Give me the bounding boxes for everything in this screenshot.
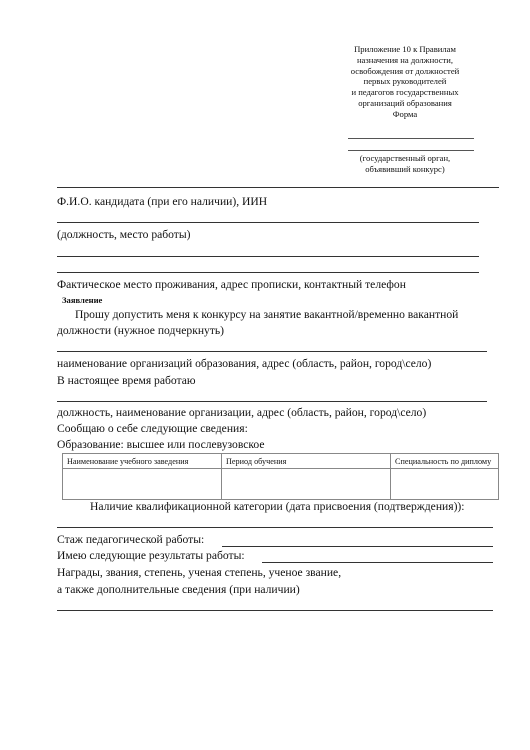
header-line: организаций образования: [358, 97, 452, 108]
blank-line: [57, 401, 487, 402]
blank-line: [348, 150, 474, 151]
blank-line: [57, 272, 479, 273]
table-row: [63, 469, 499, 500]
address-label: Фактическое место проживания, адрес прописки, контактный телефон: [57, 278, 406, 291]
table-cell: [222, 469, 391, 500]
category-label: Наличие квалификационной категории (дата присвоения (подтверждения)):: [90, 500, 465, 513]
statement-title: Заявление: [62, 295, 103, 305]
form-label: Форма: [392, 108, 418, 119]
table-cell: [63, 469, 222, 500]
additional-label: а также дополнительные сведения (при наличии): [57, 583, 300, 596]
table-header: Период обучения: [222, 454, 391, 469]
blank-line: [57, 256, 479, 257]
education-label: Образование: высшее или послевузовское: [57, 438, 265, 451]
awards-label: Награды, звания, степень, ученая степень, ученое звание,: [57, 566, 342, 579]
caption-line: объявивший конкурс): [365, 163, 445, 174]
request-text: должности (нужное подчеркнуть): [57, 324, 225, 337]
header-line: и педагогов государственных: [351, 87, 459, 98]
about-label: Сообщаю о себе следующие сведения:: [57, 422, 248, 435]
blank-line: [57, 527, 493, 528]
request-text: Прошу допустить меня к конкурсу на занятие вакантной/временно вакантной: [75, 308, 459, 321]
position-org-label: должность, наименование организации, адрес (область, район, город\село): [57, 406, 427, 419]
position-label: (должность, место работы): [57, 228, 191, 241]
table-header: Наименование учебного заведения: [63, 454, 222, 469]
table-cell: [391, 469, 499, 500]
blank-line: [348, 138, 474, 139]
experience-label: Стаж педагогической работы:: [57, 533, 205, 546]
blank-line: [262, 562, 493, 563]
results-label: Имею следующие результаты работы:: [57, 549, 245, 562]
appendix-header: [330, 44, 480, 120]
table-header-row: [63, 454, 499, 469]
table-header: Специальность по диплому: [391, 454, 499, 469]
caption-line: (государственный орган,: [359, 153, 451, 163]
education-table: [62, 453, 499, 500]
header-line: Приложение 10 к Правилам: [354, 44, 456, 54]
header-line: освобождения от должностей: [350, 65, 460, 76]
issuer-caption: [340, 153, 470, 175]
blank-line: [57, 610, 493, 611]
header-line: первых руководителей: [363, 76, 447, 87]
blank-line: [222, 546, 493, 547]
org-name-label: наименование организаций образования, адрес (область, район, город\село): [57, 357, 432, 370]
blank-line: [57, 351, 487, 352]
currently-label: В настоящее время работаю: [57, 374, 196, 387]
fio-label: Ф.И.О. кандидата (при его наличии), ИИН: [57, 195, 268, 208]
blank-line: [57, 222, 479, 223]
blank-line: [57, 187, 499, 188]
header-line: назначения на должности,: [356, 54, 454, 65]
